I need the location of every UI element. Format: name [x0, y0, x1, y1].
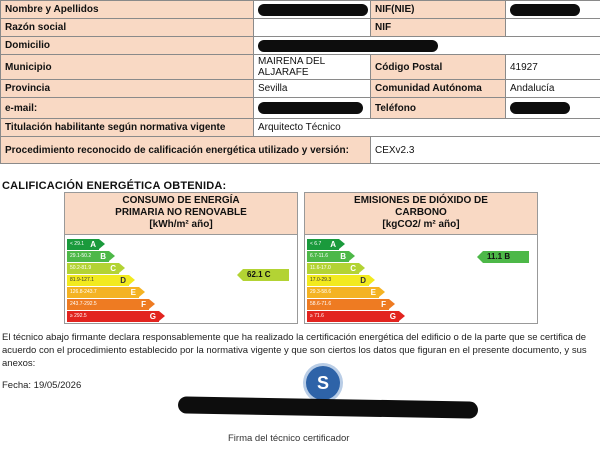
emisiones-band-range: ≥ 71.6 [310, 313, 324, 319]
emisiones-band-range: 29.3-58.6 [310, 289, 332, 295]
consumo-band-range: 50.2-81.9 [70, 265, 92, 271]
provincia-label: Provincia [1, 80, 254, 98]
consumo-title-line2: PRIMARIA NO RENOVABLE [115, 207, 247, 218]
certifier-info-table [0, 0, 600, 164]
emisiones-band-range: 11.6-17.0 [310, 265, 331, 271]
emisiones-header [305, 193, 537, 235]
emisiones-band-letter: C [350, 264, 356, 273]
emisiones-band-letter: B [340, 252, 346, 261]
consumo-band-c [67, 263, 119, 274]
consumo-band-letter: C [110, 264, 116, 273]
declaration-text: El técnico abajo firmante declara responsablemente que ha realizado la certificación energética del edificio o de la parte que se certifica de acuerdo con el procedimiento establecido por la normativa vigente y que son ciertos los datos que figuran en el presente documento, y sus anexos: [2, 332, 587, 369]
emisiones-title-line2: CARBONO [395, 207, 447, 218]
procedimiento-label: Procedimiento reconocido de calificación energética utilizado y versión: [1, 137, 371, 164]
emisiones-panel [304, 192, 538, 324]
nif-value [506, 19, 600, 37]
titulacion-value: Arquitecto Técnico [254, 119, 600, 137]
consumo-result-badge: 62.1 C [243, 269, 289, 281]
signature-seal-icon: S [306, 366, 340, 400]
emisiones-band-e [307, 287, 379, 298]
emisiones-band-letter: A [330, 240, 336, 249]
emisiones-band-letter: G [389, 312, 396, 321]
nif-nie-label: NIF(NIE) [371, 1, 506, 19]
municipio-value: MAIRENA DEL ALJARAFE [254, 55, 371, 80]
emisiones-unit: [kgCO2/ m² año] [382, 219, 460, 230]
emisiones-band-range: 58.6-71.6 [310, 301, 332, 307]
emisiones-band-range: 17.0-29.3 [310, 277, 332, 283]
comunidad-value: Andalucía [506, 80, 600, 98]
consumo-band-f [67, 299, 149, 310]
consumo-band-letter: E [130, 288, 136, 297]
consumo-band-d [67, 275, 129, 286]
emisiones-band-letter: D [360, 276, 366, 285]
consumo-title-line1: CONSUMO DE ENERGÍA [122, 195, 240, 206]
emisiones-scale [307, 239, 407, 323]
consumo-scale [67, 239, 167, 323]
emisiones-band-range: < 6.7 [310, 241, 322, 247]
domicilio-value [254, 37, 600, 55]
signature-caption: Firma del técnico certificador [228, 433, 350, 444]
nombre-value [254, 1, 371, 19]
consumo-header [65, 193, 297, 235]
email-value [254, 98, 371, 119]
emisiones-result-badge: 11.1 B [483, 251, 529, 263]
consumo-band-letter: B [100, 252, 106, 261]
nombre-label: Nombre y Apellidos [1, 1, 254, 19]
consumo-unit: [kWh/m² año] [149, 219, 213, 230]
consumo-band-range: 243.7-292.5 [70, 301, 97, 307]
consumo-band-g [67, 311, 159, 322]
emisiones-band-letter: F [381, 300, 386, 309]
fecha-text: Fecha: 19/05/2026 [2, 380, 82, 391]
emisiones-band-a [307, 239, 339, 250]
emisiones-band-c [307, 263, 359, 274]
emisiones-band-d [307, 275, 369, 286]
emisiones-band-b [307, 251, 349, 262]
telefono-value [506, 98, 600, 119]
comunidad-label: Comunidad Autónoma [371, 80, 506, 98]
domicilio-label: Domicilio [1, 37, 254, 55]
razon-social-value [254, 19, 371, 37]
signature-redaction [178, 396, 478, 418]
nif-label: NIF [371, 19, 506, 37]
consumo-band-range: 81.9-127.1 [70, 277, 94, 283]
consumo-band-range: 29.1-50.2 [70, 253, 92, 259]
consumo-band-a [67, 239, 99, 250]
consumo-band-letter: F [141, 300, 146, 309]
email-label: e-mail: [1, 98, 254, 119]
emisiones-band-letter: E [370, 288, 376, 297]
consumo-band-e [67, 287, 139, 298]
consumo-band-range: ≥ 292.5 [70, 313, 87, 319]
provincia-value: Sevilla [254, 80, 371, 98]
consumo-band-range: 126.8-243.7 [70, 289, 97, 295]
codigo-postal-label: Código Postal [371, 55, 506, 80]
codigo-postal-value: 41927 [506, 55, 600, 80]
consumo-band-b [67, 251, 109, 262]
emisiones-band-range: 6.7-11.6 [310, 253, 328, 259]
consumo-panel [64, 192, 298, 324]
emisiones-band-g [307, 311, 399, 322]
consumo-band-letter: G [149, 312, 156, 321]
consumo-band-letter: A [90, 240, 96, 249]
municipio-label: Municipio [1, 55, 254, 80]
procedimiento-value: CEXv2.3 [371, 137, 600, 164]
consumo-band-range: < 29.1 [70, 241, 85, 247]
razon-social-label: Razón social [1, 19, 254, 37]
emisiones-title-line1: EMISIONES DE DIÓXIDO DE [354, 195, 488, 206]
titulacion-label: Titulación habilitante según normativa vigente [1, 119, 254, 137]
consumo-band-letter: D [120, 276, 126, 285]
telefono-label: Teléfono [371, 98, 506, 119]
nif-nie-value [506, 1, 600, 19]
emisiones-band-f [307, 299, 389, 310]
section-title: CALIFICACIÓN ENERGÉTICA OBTENIDA: [2, 180, 227, 192]
